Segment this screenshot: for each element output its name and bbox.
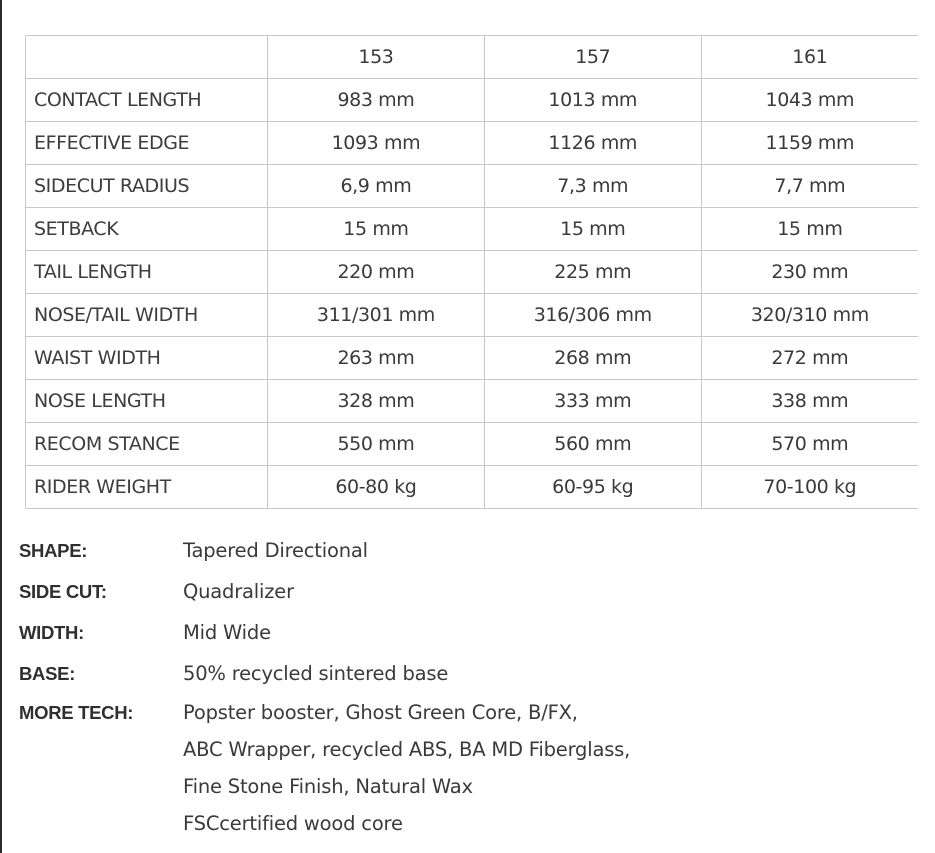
table-row bbox=[26, 251, 919, 294]
table-row bbox=[26, 208, 919, 251]
row-label: RECOM STANCE bbox=[26, 423, 268, 466]
table-row bbox=[26, 79, 919, 122]
spec-key-width: WIDTH: bbox=[19, 622, 84, 643]
size-spec-table bbox=[25, 35, 918, 509]
row-label: RIDER WEIGHT bbox=[26, 466, 268, 509]
cell-value: 7,3 mm bbox=[484, 165, 701, 208]
spec-value-width: Mid Wide bbox=[183, 621, 271, 644]
spec-more-tech-continued bbox=[19, 731, 919, 768]
cell-value: 328 mm bbox=[268, 380, 485, 423]
spec-value-base: 50% recycled sintered base bbox=[183, 662, 449, 685]
table-row bbox=[26, 466, 919, 509]
cell-value: 320/310 mm bbox=[701, 294, 918, 337]
cell-value: 311/301 mm bbox=[268, 294, 485, 337]
spec-key-more-tech: MORE TECH: bbox=[19, 702, 134, 723]
spec-more-tech bbox=[19, 694, 919, 731]
cell-value: 230 mm bbox=[701, 251, 918, 294]
page-left-border bbox=[0, 0, 2, 853]
cell-value: 1013 mm bbox=[484, 79, 701, 122]
spec-key-base: BASE: bbox=[19, 663, 76, 684]
spec-value-shape: Tapered Directional bbox=[183, 539, 368, 562]
row-label: SETBACK bbox=[26, 208, 268, 251]
cell-value: 1126 mm bbox=[484, 122, 701, 165]
cell-value: 60-80 kg bbox=[268, 466, 485, 509]
spec-shape bbox=[19, 530, 919, 571]
spec-side-cut bbox=[19, 571, 919, 612]
cell-value: 15 mm bbox=[268, 208, 485, 251]
cell-value: 15 mm bbox=[701, 208, 918, 251]
row-label: CONTACT LENGTH bbox=[26, 79, 268, 122]
spec-key-side-cut: SIDE CUT: bbox=[19, 581, 107, 602]
row-label: SIDECUT RADIUS bbox=[26, 165, 268, 208]
table-row bbox=[26, 165, 919, 208]
cell-value: 70-100 kg bbox=[701, 466, 918, 509]
spec-more-tech-continued bbox=[19, 805, 919, 842]
row-label: EFFECTIVE EDGE bbox=[26, 122, 268, 165]
header-size-161: 161 bbox=[701, 36, 918, 79]
spec-value-more-tech-line: Popster booster, Ghost Green Core, B/FX, bbox=[183, 701, 578, 724]
row-label: TAIL LENGTH bbox=[26, 251, 268, 294]
spec-value-more-tech-line: ABC Wrapper, recycled ABS, BA MD Fiberglass, bbox=[183, 738, 631, 761]
spec-more-tech-continued bbox=[19, 768, 919, 805]
cell-value: 15 mm bbox=[484, 208, 701, 251]
cell-value: 7,7 mm bbox=[701, 165, 918, 208]
table-header-row bbox=[26, 36, 919, 79]
cell-value: 6,9 mm bbox=[268, 165, 485, 208]
cell-value: 333 mm bbox=[484, 380, 701, 423]
spec-value-side-cut: Quadralizer bbox=[183, 580, 294, 603]
cell-value: 1043 mm bbox=[701, 79, 918, 122]
table-row bbox=[26, 122, 919, 165]
cell-value: 550 mm bbox=[268, 423, 485, 466]
table-row bbox=[26, 294, 919, 337]
cell-value: 560 mm bbox=[484, 423, 701, 466]
cell-value: 983 mm bbox=[268, 79, 485, 122]
cell-value: 1093 mm bbox=[268, 122, 485, 165]
cell-value: 268 mm bbox=[484, 337, 701, 380]
row-label: NOSE/TAIL WIDTH bbox=[26, 294, 268, 337]
cell-value: 60-95 kg bbox=[484, 466, 701, 509]
header-empty-cell bbox=[26, 36, 268, 79]
header-size-157: 157 bbox=[484, 36, 701, 79]
table-row bbox=[26, 423, 919, 466]
cell-value: 1159 mm bbox=[701, 122, 918, 165]
header-size-153: 153 bbox=[268, 36, 485, 79]
spec-value-more-tech-line: FSCcertified wood core bbox=[183, 812, 403, 835]
board-specs-list bbox=[19, 530, 919, 842]
cell-value: 338 mm bbox=[701, 380, 918, 423]
cell-value: 225 mm bbox=[484, 251, 701, 294]
spec-base bbox=[19, 653, 919, 694]
cell-value: 220 mm bbox=[268, 251, 485, 294]
cell-value: 316/306 mm bbox=[484, 294, 701, 337]
cell-value: 570 mm bbox=[701, 423, 918, 466]
spec-value-more-tech-line: Fine Stone Finish, Natural Wax bbox=[183, 775, 473, 798]
table-row bbox=[26, 380, 919, 423]
spec-width bbox=[19, 612, 919, 653]
spec-key-shape: SHAPE: bbox=[19, 540, 88, 561]
row-label: NOSE LENGTH bbox=[26, 380, 268, 423]
cell-value: 263 mm bbox=[268, 337, 485, 380]
table-row bbox=[26, 337, 919, 380]
cell-value: 272 mm bbox=[701, 337, 918, 380]
row-label: WAIST WIDTH bbox=[26, 337, 268, 380]
